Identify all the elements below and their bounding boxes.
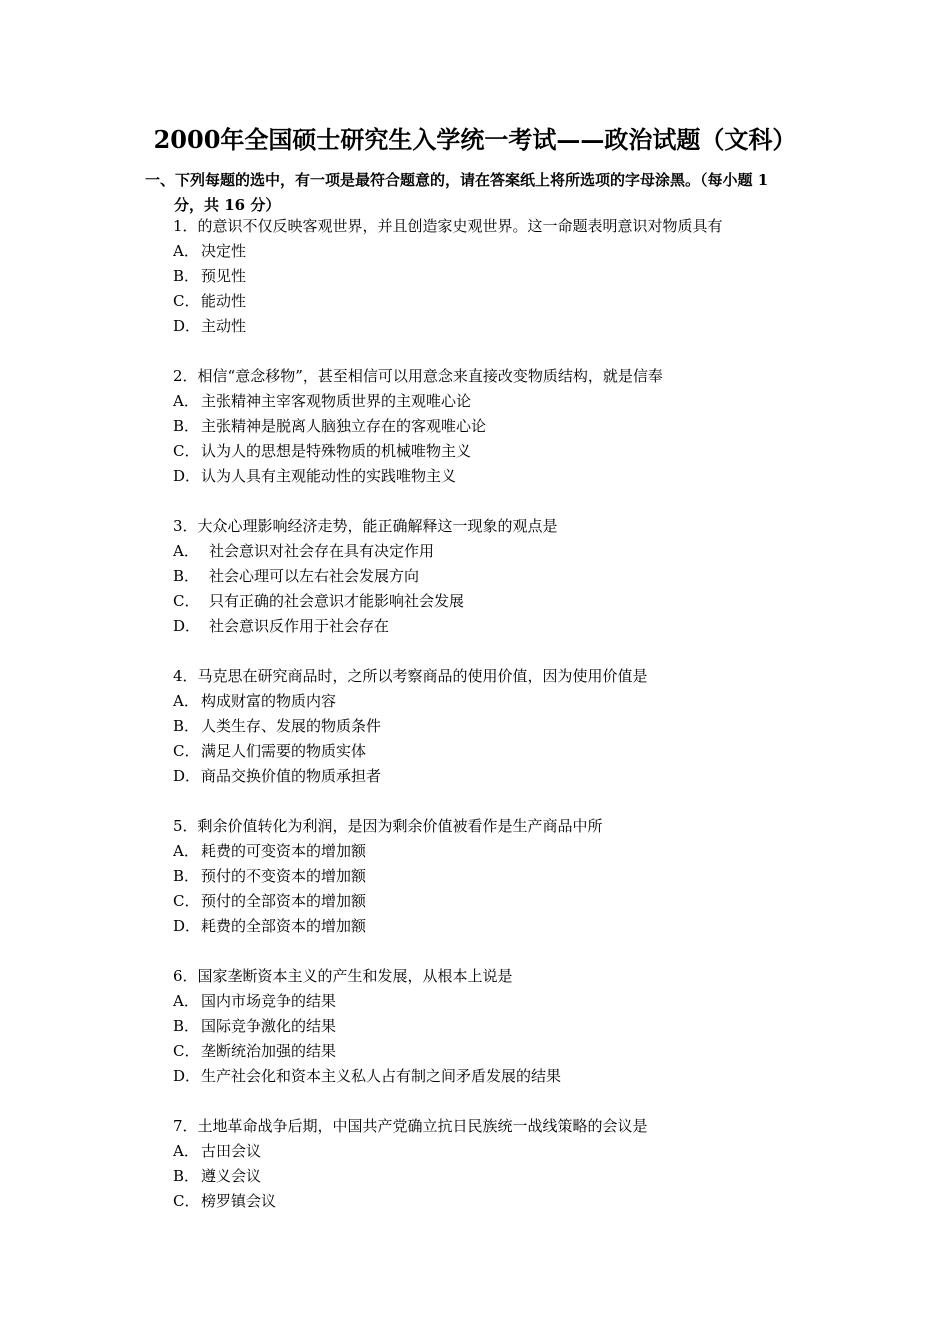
option-text: 耗费的全部资本的增加额 [201, 917, 367, 935]
option-text: 认为人具有主观能动性的实践唯物主义 [201, 467, 457, 485]
option-letter: B． [173, 717, 200, 735]
option-text: 耗费的可变资本的增加额 [201, 842, 367, 860]
option-letter: A． [173, 542, 199, 560]
option-letter: A． [173, 992, 199, 1010]
option-text: 认为人的思想是特殊物质的机械唯物主义 [201, 442, 472, 460]
option-letter: D． [173, 767, 201, 785]
option-letter: B． [173, 1167, 200, 1185]
option-letter: D． [173, 467, 201, 485]
question-stem: 1．的意识不仅反映客观世界，并且创造家史观世界。这一命题表明意识对物质具有 [173, 217, 723, 235]
answer-option-c [173, 889, 833, 914]
option-letter: C． [173, 1192, 200, 1210]
option-letter: C． [173, 892, 200, 910]
answer-option-c [173, 589, 833, 614]
answer-option-c [173, 739, 833, 764]
option-letter: A． [173, 242, 199, 260]
answer-option-a [173, 539, 833, 564]
option-letter: A． [173, 1142, 199, 1160]
answer-option-d [173, 314, 833, 339]
question-stem: 6．国家垄断资本主义的产生和发展，从根本上说是 [173, 967, 513, 985]
option-text: 遵义会议 [201, 1167, 262, 1185]
option-text: 社会意识对社会存在具有决定作用 [209, 542, 435, 560]
option-text: 人类生存、发展的物质条件 [201, 717, 382, 735]
option-letter: A． [173, 842, 199, 860]
option-text: 商品交换价值的物质承担者 [201, 767, 382, 785]
answer-option-b [173, 264, 833, 289]
question-stem: 2．相信“意念移物”，甚至相信可以用意念来直接改变物质结构，就是信奉 [173, 367, 663, 385]
answer-option-b [173, 714, 833, 739]
answer-option-d [173, 914, 833, 939]
question-1 [173, 214, 833, 339]
option-text: 古田会议 [201, 1142, 262, 1160]
option-letter: B． [173, 267, 200, 285]
option-letter: D． [173, 917, 201, 935]
option-letter: C． [173, 292, 200, 310]
option-text: 主动性 [201, 317, 247, 335]
question-5 [173, 814, 833, 939]
option-letter: B． [173, 1017, 200, 1035]
question-7 [173, 1114, 833, 1214]
option-text: 预见性 [201, 267, 247, 285]
question-stem: 7．土地革命战争后期，中国共产党确立抗日民族统一战线策略的会议是 [173, 1117, 648, 1135]
answer-option-b [173, 1164, 833, 1189]
option-text: 国际竞争激化的结果 [201, 1017, 337, 1035]
option-letter: C． [173, 1042, 200, 1060]
answer-option-b [173, 1014, 833, 1039]
answer-option-a [173, 1139, 833, 1164]
option-letter: D． [173, 317, 201, 335]
option-text: 能动性 [201, 292, 247, 310]
question-4 [173, 664, 833, 789]
option-text: 社会意识反作用于社会存在 [209, 617, 390, 635]
option-text: 预付的全部资本的增加额 [201, 892, 367, 910]
option-letter: B． [173, 567, 200, 585]
option-text: 只有正确的社会意识才能影响社会发展 [209, 592, 465, 610]
option-text: 满足人们需要的物质实体 [201, 742, 367, 760]
answer-option-c [173, 439, 833, 464]
option-letter: A． [173, 692, 199, 710]
option-letter: B． [173, 417, 200, 435]
question-3 [173, 514, 833, 639]
section-instructions [145, 168, 825, 218]
option-letter: C． [173, 442, 200, 460]
option-text: 社会心理可以左右社会发展方向 [209, 567, 420, 585]
answer-option-a [173, 239, 833, 264]
question-6 [173, 964, 833, 1089]
section-instructions-line1: 一、下列每题的选中，有一项是最符合题意的，请在答案纸上将所选项的字母涂黑。（每小题 1 [145, 171, 769, 189]
option-text: 国内市场竞争的结果 [201, 992, 337, 1010]
option-text: 榜罗镇会议 [201, 1192, 277, 1210]
option-text: 构成财富的物质内容 [201, 692, 337, 710]
answer-option-c [173, 289, 833, 314]
answer-option-b [173, 864, 833, 889]
answer-option-d [173, 464, 833, 489]
question-stem: 4．马克思在研究商品时，之所以考察商品的使用价值，因为使用价值是 [173, 667, 648, 685]
option-text: 预付的不变资本的增加额 [201, 867, 367, 885]
section-instructions-line2: 分，共 16 分） [174, 196, 281, 214]
answer-option-b [173, 564, 833, 589]
answer-option-a [173, 839, 833, 864]
option-text: 垄断统治加强的结果 [201, 1042, 337, 1060]
answer-option-a [173, 989, 833, 1014]
question-list [173, 214, 833, 1239]
answer-option-d [173, 1064, 833, 1089]
answer-option-c [173, 1039, 833, 1064]
option-text: 决定性 [201, 242, 247, 260]
answer-option-a [173, 389, 833, 414]
answer-option-c [173, 1189, 833, 1214]
option-letter: C． [173, 742, 200, 760]
question-stem: 5．剩余价值转化为利润，是因为剩余价值被看作是生产商品中所 [173, 817, 603, 835]
answer-option-a [173, 689, 833, 714]
option-letter: D． [173, 617, 201, 635]
option-text: 主张精神主宰客观物质世界的主观唯心论 [201, 392, 472, 410]
option-letter: A． [173, 392, 199, 410]
question-stem: 3．大众心理影响经济走势，能正确解释这一现象的观点是 [173, 517, 558, 535]
answer-option-d [173, 614, 833, 639]
option-text: 生产社会化和资本主义私人占有制之间矛盾发展的结果 [201, 1067, 562, 1085]
option-letter: C． [173, 592, 200, 610]
option-letter: D． [173, 1067, 201, 1085]
option-letter: B． [173, 867, 200, 885]
option-text: 主张精神是脱离人脑独立存在的客观唯心论 [201, 417, 487, 435]
question-2 [173, 364, 833, 489]
answer-option-b [173, 414, 833, 439]
answer-option-d [173, 764, 833, 789]
page-title: 2000年全国硕士研究生入学统一考试——政治试题（文科） [153, 125, 797, 154]
